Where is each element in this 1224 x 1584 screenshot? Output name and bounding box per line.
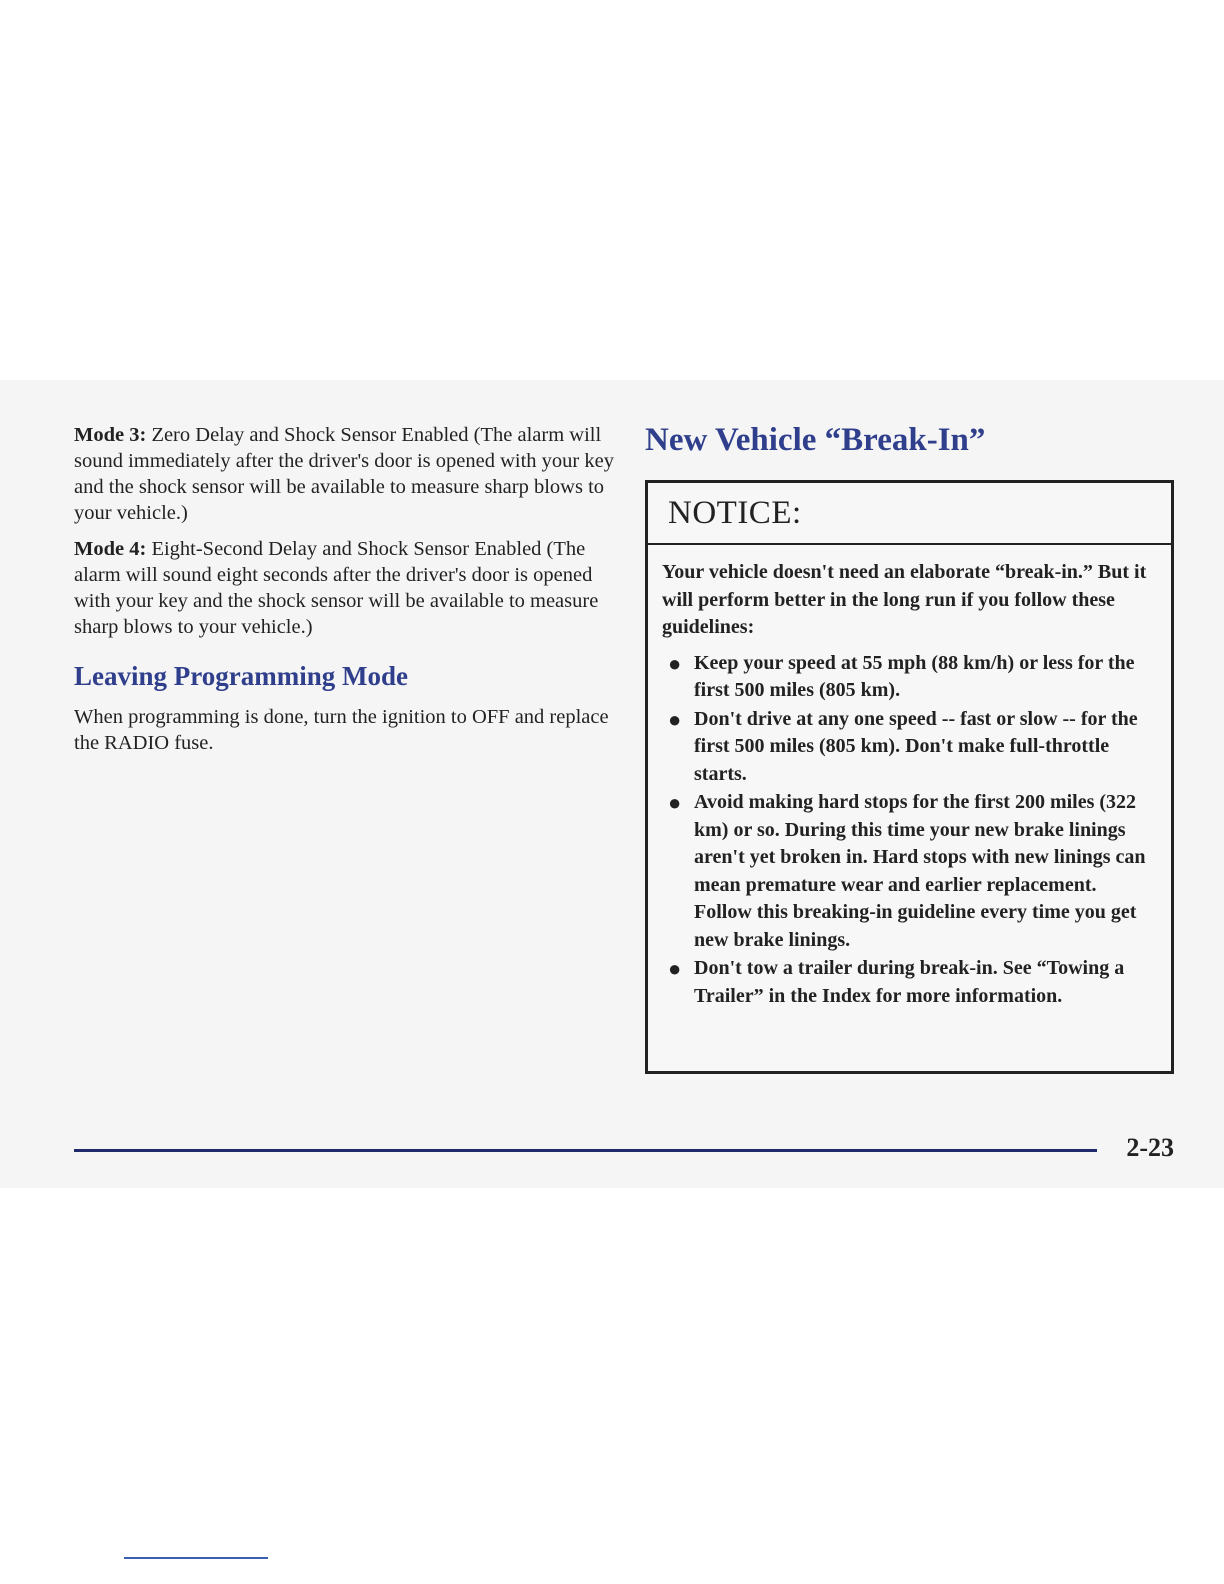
mode3-paragraph: [74, 422, 614, 526]
list-item-text: Keep your speed at 55 mph (88 km/h) or less for the first 500 miles (805 km).: [694, 651, 1135, 701]
mode3-text: Zero Delay and Shock Sensor Enabled (The alarm will sound immediately after the driver's door is opened with your key and the shock sensor will be available to measure sharp blows to your vehicle.): [74, 424, 614, 524]
bullet-icon: ●: [668, 790, 682, 815]
list-item-text: Don't tow a trailer during break-in. See “Towing a Trailer” in the Index for more information.: [694, 957, 1125, 1007]
bullet-icon: ●: [668, 706, 682, 732]
list-item: [662, 706, 1155, 789]
footer-rule: [74, 1149, 1097, 1152]
page-number: 2-23: [1126, 1133, 1174, 1162]
section-title: New Vehicle “Break-In”: [645, 422, 986, 458]
list-item: [662, 789, 1155, 954]
notice-heading: NOTICE:: [648, 483, 1171, 545]
mode4-label: Mode 4:: [74, 538, 147, 560]
mode4-paragraph: [74, 536, 614, 640]
list-item-text: Don't drive at any one speed -- fast or slow -- for the first 500 miles (805 km). Don't make full-throttle starts.: [694, 707, 1138, 785]
notice-list: [662, 650, 1155, 1011]
leaving-programming-text: When programming is done, turn the ignition to OFF and replace the RADIO fuse.: [74, 706, 609, 754]
right-column: [645, 418, 1180, 1007]
list-item: [662, 650, 1155, 705]
notice-body: [648, 545, 1171, 1010]
left-column: [74, 422, 614, 766]
bottom-divider: [124, 1557, 268, 1559]
bullet-icon: ●: [668, 650, 682, 676]
leaving-programming-heading: Leaving Programming Mode: [74, 661, 408, 691]
mode3-label: Mode 3:: [74, 424, 147, 446]
list-item-text: Avoid making hard stops for the first 200 miles (322 km) or so. During this time your new brake linings aren't yet broken in. Hard stops with new linings can mean premature wear and earlier replacement. Follow this breaking-in guideline every time you get new brake linings.: [694, 791, 1146, 951]
mode4-text: Eight-Second Delay and Shock Sensor Enabled (The alarm will sound eight seconds after the driver's door is opened with your key and the shock sensor will be available to measure sharp blows to your vehicle.): [74, 538, 599, 638]
notice-intro: Your vehicle doesn't need an elaborate “break-in.” But it will perform better in the long run if you follow these guidelines:: [662, 561, 1147, 638]
list-item: [662, 955, 1155, 1010]
notice-box: [645, 480, 1174, 1074]
bullet-icon: ●: [668, 956, 682, 981]
